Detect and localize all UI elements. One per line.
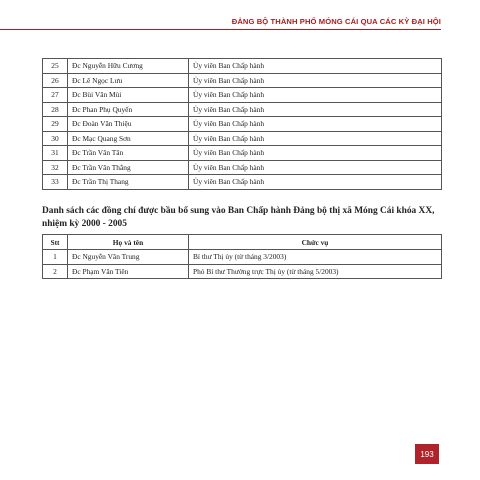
table-row xyxy=(43,146,442,161)
table-row xyxy=(43,264,442,279)
row-number: 25 xyxy=(43,59,68,74)
member-name: Đc Trần Văn Tân xyxy=(68,146,189,161)
member-role: Ủy viên Ban Chấp hành xyxy=(189,117,442,132)
table-header-row xyxy=(43,235,442,250)
row-number: 33 xyxy=(43,175,68,190)
table-row xyxy=(43,59,442,74)
row-number: 27 xyxy=(43,88,68,103)
table-row xyxy=(43,117,442,132)
table-row xyxy=(43,73,442,88)
header-rule xyxy=(0,29,441,30)
column-header-role: Chức vụ xyxy=(189,235,442,250)
row-number: 30 xyxy=(43,131,68,146)
member-role: Bí thư Thị ủy (từ tháng 3/2003) xyxy=(189,250,442,265)
member-role: Ủy viên Ban Chấp hành xyxy=(189,88,442,103)
section-heading: Danh sách các đồng chí được bầu bổ sung vào Ban Chấp hành Đảng bộ thị xã Móng Cái khóa XX, nhiệm kỳ 2000 - 2005 xyxy=(42,206,435,229)
row-number: 1 xyxy=(43,250,68,265)
row-number: 2 xyxy=(43,264,68,279)
member-role: Ủy viên Ban Chấp hành xyxy=(189,160,442,175)
member-name: Đc Nguyễn Văn Trung xyxy=(68,250,189,265)
running-header-title: ĐẢNG BỘ THÀNH PHỐ MÓNG CÁI QUA CÁC KỲ ĐẠI HỘI xyxy=(231,17,441,26)
member-name: Đc Trần Thị Thang xyxy=(68,175,189,190)
page-header xyxy=(0,14,480,34)
member-name: Đc Nguyễn Hữu Cương xyxy=(68,59,189,74)
column-header-name: Họ và tên xyxy=(68,235,189,250)
member-role: Ủy viên Ban Chấp hành xyxy=(189,131,442,146)
table-row xyxy=(43,131,442,146)
table-row xyxy=(43,160,442,175)
member-name: Đc Bùi Văn Mùi xyxy=(68,88,189,103)
member-role: Phó Bí thư Thường trực Thị ủy (từ tháng 5/2003) xyxy=(189,264,442,279)
table-row xyxy=(43,102,442,117)
member-role: Ủy viên Ban Chấp hành xyxy=(189,175,442,190)
row-number: 31 xyxy=(43,146,68,161)
supplementary-members-table xyxy=(42,234,442,279)
page-number-badge xyxy=(415,444,439,464)
page-number: 193 xyxy=(420,449,434,459)
member-name: Đc Đoàn Văn Thiệu xyxy=(68,117,189,132)
member-role: Ủy viên Ban Chấp hành xyxy=(189,73,442,88)
member-role: Ủy viên Ban Chấp hành xyxy=(189,59,442,74)
member-role: Ủy viên Ban Chấp hành xyxy=(189,102,442,117)
members-table-continued xyxy=(42,58,442,190)
row-number: 29 xyxy=(43,117,68,132)
row-number: 26 xyxy=(43,73,68,88)
row-number: 28 xyxy=(43,102,68,117)
table-row xyxy=(43,250,442,265)
member-name: Đc Trần Văn Thắng xyxy=(68,160,189,175)
member-name: Đc Phan Phụ Quyến xyxy=(68,102,189,117)
member-name: Đc Lê Ngọc Lưu xyxy=(68,73,189,88)
column-header-stt: Stt xyxy=(43,235,68,250)
member-name: Đc Mạc Quang Sơn xyxy=(68,131,189,146)
member-name: Đc Phạm Văn Tiên xyxy=(68,264,189,279)
member-role: Ủy viên Ban Chấp hành xyxy=(189,146,442,161)
table-row xyxy=(43,175,442,190)
row-number: 32 xyxy=(43,160,68,175)
table-row xyxy=(43,88,442,103)
